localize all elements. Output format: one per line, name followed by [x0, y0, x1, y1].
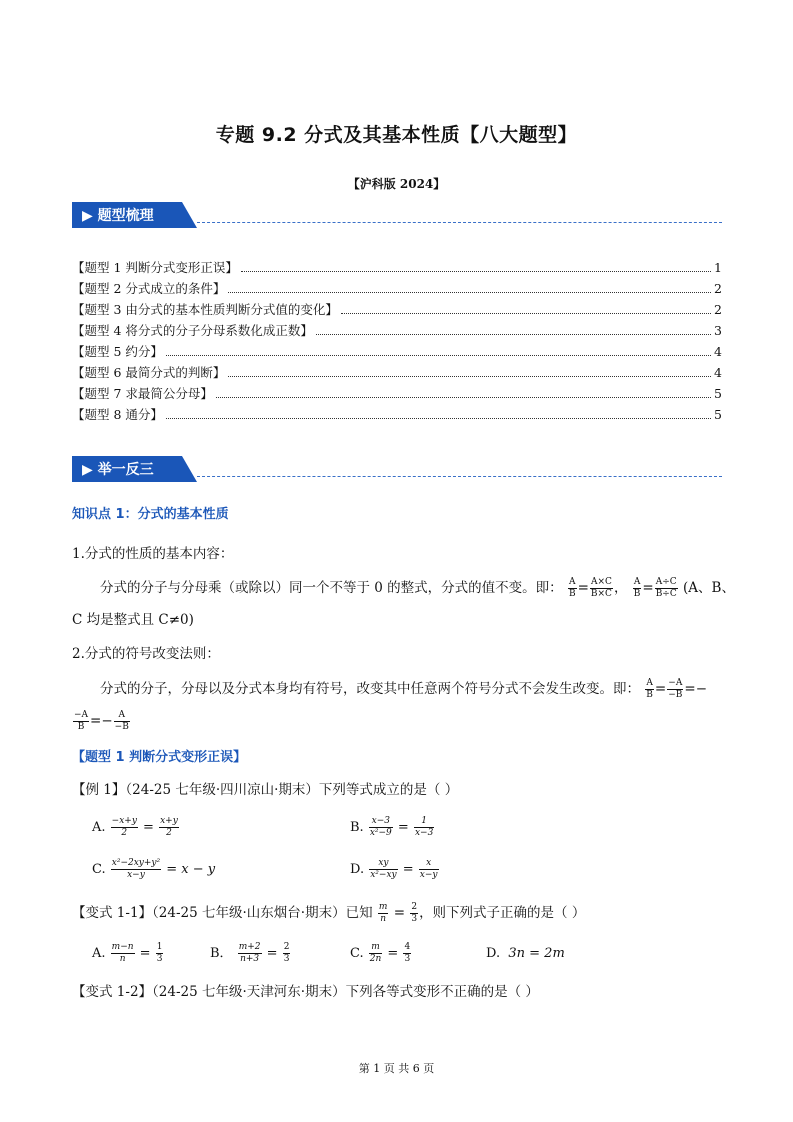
- question-type-title: 【题型 1 判断分式变形正误】: [72, 750, 247, 765]
- toc-entry-label: 【题型 5 约分】: [72, 344, 163, 359]
- option-b: B. $\frac{x-3}{\text{x²−9}}$ = $\frac{1}{x-3}$: [350, 816, 434, 838]
- option-d: D. $\frac{xy}{\text{x²−xy}}$ = $\frac{x}{x-y}$: [350, 858, 438, 880]
- toc-entry[interactable]: [72, 258, 722, 279]
- option-a: A. $\frac{-x+y}{2}$ = $\frac{x+y}{2}$: [92, 816, 178, 838]
- toc-leader-dots: [216, 397, 711, 398]
- toc-entry-label: 【题型 3 由分式的基本性质判断分式值的变化】: [72, 302, 338, 317]
- option-c: C. $\frac{\text{x²−2xy+y²}}{x-y}$ = x − y: [92, 858, 216, 880]
- property-body: 分式的分子与分母乘（或除以）同一个不等于 0 的整式，分式的值不变。即： $\frac{A}{B}$ = $\frac{A\times C}{B\times C}$ ， $\frac{A}{B}$ = $\frac{A\div C}{B\div C}$ (A、B、: [100, 577, 735, 599]
- page-footer: 第 1 页 共 6 页: [358, 1062, 435, 1075]
- toc-leader-dots: [228, 292, 711, 293]
- knowledge-point-title: 知识点 1：分式的基本性质: [72, 507, 229, 522]
- toc-leader-dots: [316, 334, 711, 335]
- toc-leader-dots: [241, 271, 711, 272]
- toc-entry-page: 3: [714, 323, 722, 338]
- example-1: 【例 1】（24-25 七年级·四川凉山·期末）下列等式成立的是（ ）: [72, 782, 459, 798]
- variant-option-a: A. $\frac{m-n}{n}$ = $\frac{1}{3}$: [92, 942, 163, 964]
- play-icon: ▶: [82, 208, 93, 224]
- toc-entry-label: 【题型 1 判断分式变形正误】: [72, 260, 238, 275]
- toc-entry[interactable]: [72, 300, 722, 321]
- table-of-contents: [72, 258, 722, 426]
- toc-leader-dots: [228, 376, 711, 377]
- toc-entry-label: 【题型 8 通分】: [72, 407, 163, 422]
- toc-entry-label: 【题型 4 将分式的分子分母系数化成正数】: [72, 323, 313, 338]
- toc-entry-page: 2: [714, 281, 722, 296]
- toc-entry[interactable]: [72, 321, 722, 342]
- banner-label: ▶ 举一反三: [82, 462, 154, 478]
- toc-entry-page: 1: [714, 260, 722, 275]
- play-icon: ▶: [82, 462, 93, 478]
- sign-rule-heading: 2.分式的符号改变法则：: [72, 646, 220, 662]
- toc-leader-dots: [166, 355, 711, 356]
- toc-entry-page: 2: [714, 302, 722, 317]
- page-title: 专题 9.2 分式及其基本性质【八大题型】: [215, 124, 578, 146]
- property-condition: C 均是整式且 C≠0): [72, 612, 194, 628]
- variant-1-2: 【变式 1-2】（24-25 七年级·天津河东·期末）下列各等式变形不正确的是（ ）: [72, 984, 539, 1000]
- variant-option-b: B． $\frac{m+2}{n+3}$ = $\frac{2}{3}$: [210, 942, 290, 964]
- toc-entry-label: 【题型 6 最简分式的判断】: [72, 365, 226, 380]
- toc-entry-page: 5: [714, 407, 722, 422]
- property-heading: 1.分式的性质的基本内容：: [72, 546, 234, 562]
- toc-entry-page: 4: [714, 365, 722, 380]
- toc-leader-dots: [166, 418, 711, 419]
- toc-entry[interactable]: [72, 363, 722, 384]
- edition-label: 【沪科版 2024】: [347, 177, 446, 191]
- toc-entry-page: 4: [714, 344, 722, 359]
- banner-label: ▶ 题型梳理: [82, 208, 154, 224]
- banner-question-types: [72, 202, 722, 228]
- toc-entry[interactable]: [72, 279, 722, 300]
- banner-divider: [197, 222, 722, 223]
- toc-entry[interactable]: [72, 384, 722, 405]
- variant-1-1: 【变式 1-1】（24-25 七年级·山东烟台·期末）已知 $\frac{m}{n}$ = $\frac{2}{3}$ ，则下列式子正确的是（ ）: [72, 902, 586, 924]
- formula: $\frac{A}{B}$: [568, 577, 576, 599]
- toc-entry-page: 5: [714, 386, 722, 401]
- toc-entry-label: 【题型 2 分式成立的条件】: [72, 281, 226, 296]
- toc-entry[interactable]: [72, 342, 722, 363]
- toc-leader-dots: [341, 313, 711, 314]
- banner-divider: [197, 476, 722, 477]
- variant-option-c: C. $\frac{m}{2n}$ = $\frac{4}{3}$: [350, 942, 411, 964]
- sign-rule-formula: $\frac{-A}{B}$ =− $\frac{A}{-B}$: [74, 710, 129, 732]
- toc-entry[interactable]: [72, 405, 722, 426]
- sign-rule-body: 分式的分子，分母以及分式本身均有符号，改变其中任意两个符号分式不会发生改变。即： $\frac{A}{B}$ = $\frac{-A}{-B}$ =−: [100, 678, 708, 700]
- banner-examples: [72, 456, 722, 482]
- toc-entry-label: 【题型 7 求最简公分母】: [72, 386, 213, 401]
- variant-option-d: D. 3n = 2m: [486, 946, 565, 961]
